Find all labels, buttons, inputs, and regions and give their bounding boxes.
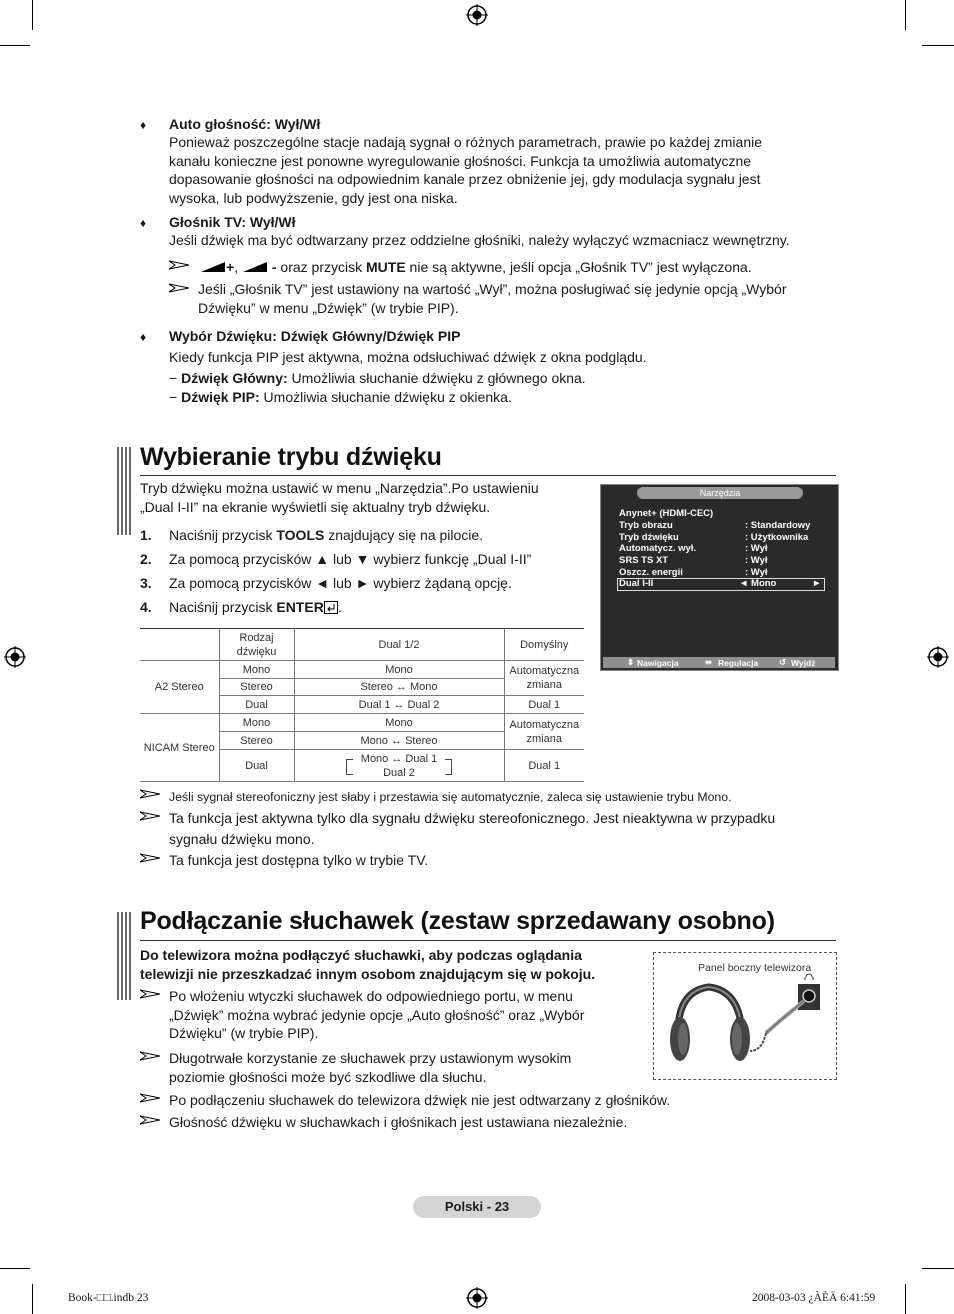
text-line: Kiedy funkcja PIP jest aktywna, można odsłuchiwać dźwięk z okna podglądu. xyxy=(169,349,647,365)
page-number: Polski - 23 xyxy=(413,1196,541,1218)
registration-mark-icon xyxy=(927,646,949,668)
plus-label: + xyxy=(226,259,235,275)
mute-label: MUTE xyxy=(366,259,406,275)
bullet-icon: ♦ xyxy=(140,118,147,132)
osd-value: : Wył xyxy=(745,555,768,566)
osd-item[interactable]: Oszcz. energii xyxy=(619,567,683,578)
sub-label: Dźwięk PIP: xyxy=(181,389,260,405)
item-text xyxy=(169,133,762,207)
osd-right-arrow-icon[interactable]: ► xyxy=(812,578,822,589)
intro-text xyxy=(140,946,595,983)
text-line: Jeśli dźwięk ma być odtwarzany przez oddzielne głośniki, należy wyłączyć wzmacniacz wewnętrzny. xyxy=(169,232,790,248)
step-number: 4. xyxy=(140,599,152,615)
table-cell: Dual 1 ↔ Dual 2 xyxy=(294,696,504,714)
note-arrow-icon xyxy=(140,789,160,799)
text-line: Ponieważ poszczególne stacje nadają sygnał o różnych parametrach, prawie po każdej zmianie xyxy=(169,134,762,150)
table-cell: Mono xyxy=(219,714,294,732)
crop-mark xyxy=(32,1284,33,1314)
registration-mark-icon xyxy=(466,4,488,26)
table-cell: Mono ↔ Stereo xyxy=(294,732,504,750)
table-cell: Automatyczna zmiana xyxy=(504,714,584,750)
headphone-illustration-box xyxy=(653,952,837,1080)
osd-item[interactable]: Tryb dźwięku xyxy=(619,532,679,543)
note-arrow-icon xyxy=(140,811,160,821)
sub-item xyxy=(169,388,647,407)
table-cell: A2 Stereo xyxy=(140,661,219,714)
table-cell: Mono xyxy=(294,661,504,679)
osd-footer xyxy=(603,657,835,668)
text-line: poziomie głośności może być szkodliwe dla słuchu. xyxy=(169,1068,487,1085)
cycle-bracket xyxy=(445,759,452,775)
text-line: Dźwięku” w menu „Dźwięk” (w trybie PIP). xyxy=(198,299,459,316)
table-cell: Dual 1 xyxy=(504,696,584,714)
text-line: Ta funkcja jest aktywna tylko dla sygnału dźwięku stereofonicznego. Jest nieaktywna w przypadku xyxy=(169,810,776,826)
enter-icon xyxy=(324,601,338,614)
text-line: Do telewizora można podłączyć słuchawki, aby podczas oglądania xyxy=(140,947,582,963)
step-number: 3. xyxy=(140,575,152,591)
note-arrow-icon xyxy=(140,853,160,863)
text-line: „Dźwięk” można wybrać jedynie opcje „Auto głośność” oraz „Wybór xyxy=(169,1006,585,1023)
file-info: Book-□□.indb 23 xyxy=(68,1292,149,1304)
osd-value: ◄ Mono xyxy=(739,578,777,589)
osd-hint: Regulacja xyxy=(718,658,759,668)
osd-hint: Nawigacja xyxy=(637,658,679,668)
registration-mark-icon xyxy=(4,646,26,668)
note-text: Głośność dźwięku w słuchawkach i głośnikach jest ustawiana niezależnie. xyxy=(169,1114,628,1130)
text-line: sygnału dźwięku mono. xyxy=(169,830,315,847)
step-text: Naciśnij przycisk ENTER . xyxy=(169,599,342,615)
note-arrow-icon xyxy=(140,989,160,999)
section-heading: Podłączanie słuchawek (zestaw sprzedawany osobno) xyxy=(140,907,775,935)
note-text xyxy=(169,809,775,848)
sound-mode-table xyxy=(140,628,584,782)
note-text xyxy=(198,280,786,317)
crop-mark xyxy=(905,1284,906,1314)
dash: − xyxy=(169,389,178,405)
table-cell: Dual 1 xyxy=(504,750,584,782)
step-text: Za pomocą przycisków ▲ lub ▼ wybierz funkcję „Dual I-II” xyxy=(169,551,532,567)
intro-text xyxy=(140,479,539,516)
dual-cycle: Mono ↔ Dual 1 Dual 2 xyxy=(346,752,452,780)
item-title: Wybór Dźwięku: Dźwięk Główny/Dźwięk PIP xyxy=(169,328,461,344)
osd-title: Narzędzia xyxy=(637,487,803,499)
table-cell: Automatyczna zmiana xyxy=(504,661,584,696)
step-text: Naciśnij przycisk TOOLS znajdujący się na pilocie. xyxy=(169,527,484,543)
text-line: Dźwięku” (w trybie PIP). xyxy=(169,1025,319,1041)
osd-value: : Wył xyxy=(745,567,768,578)
osd-item[interactable]: Automatycz. wył. xyxy=(619,543,697,554)
crop-mark xyxy=(32,0,33,30)
return-icon: ↺ xyxy=(779,657,787,667)
text-line: Długotrwałe korzystanie ze słuchawek przy ustawionym wysokim xyxy=(169,1050,572,1066)
note-arrow-icon xyxy=(140,1093,160,1103)
text-line: telewizji nie przeszkadzać innym osobom znajdującym się w pokoju. xyxy=(140,965,596,982)
note-text: Jeśli sygnał stereofoniczny jest słaby i przestawia się automatycznie, zaleca się ustawienie trybu Mono. xyxy=(169,790,732,804)
note-text: nie są aktywne, jeśli opcja „Głośnik TV” jest wyłączona. xyxy=(405,259,752,275)
text-line: Po włożeniu wtyczki słuchawek do odpowiedniego portu, w menu xyxy=(169,988,573,1004)
text-line: „Dual I-II” na ekranie wyświetli się aktualny tryb dźwięku. xyxy=(140,498,491,515)
step-text: Za pomocą przycisków ◄ lub ► wybierz żądaną opcję. xyxy=(169,575,512,591)
note-text: Po podłączeniu słuchawek do telewizora dźwięk nie jest odtwarzany z głośników. xyxy=(169,1092,671,1108)
table-cell: Dual xyxy=(219,696,294,714)
header-cell: Rodzaj dźwięku xyxy=(219,629,294,661)
tools-menu-osd xyxy=(600,484,839,671)
table-cell: Dual xyxy=(219,750,294,782)
crop-mark xyxy=(922,1268,954,1269)
osd-hint: Wyjdź xyxy=(791,658,816,668)
heading-bar xyxy=(117,912,131,1000)
table-cell: Stereo xyxy=(219,732,294,750)
sub-text: Umożliwia słuchanie dźwięku z głównego okna. xyxy=(287,369,586,386)
header-cell: Dual 1/2 xyxy=(294,629,504,661)
item-title: Auto głośność: Wył/Wł xyxy=(169,116,321,132)
cycle-bracket xyxy=(346,759,353,775)
section-heading: Wybieranie trybu dźwięku xyxy=(140,443,442,471)
dash: − xyxy=(169,369,178,386)
minus-label: - xyxy=(271,259,277,275)
registration-mark-icon xyxy=(466,1287,488,1309)
crop-mark xyxy=(905,0,906,30)
table-cell: Stereo ↔ Mono xyxy=(294,679,504,696)
text-line: Jeśli „Głośnik TV” jest ustawiony na wartość „Wył”, można posługiwać się jedynie opcją „Wybór xyxy=(198,281,787,297)
note-text: oraz przycisk xyxy=(276,259,366,275)
item-title: Głośnik TV: Wył/Wł xyxy=(169,214,296,230)
text-line: Tryb dźwięku można ustawić w menu „Narzędzia”.Po ustawieniu xyxy=(140,480,539,496)
sub-item xyxy=(169,369,647,388)
volume-down-icon xyxy=(242,261,268,273)
text-line: wysoka, lub podwyższenie, gdy jest ona niska. xyxy=(169,189,458,206)
note-text xyxy=(169,1049,571,1086)
item-text xyxy=(169,348,647,407)
osd-item[interactable]: SRS TS XT xyxy=(619,555,669,566)
step-number: 2. xyxy=(140,551,152,567)
crop-mark xyxy=(922,45,954,46)
item-text xyxy=(169,231,790,250)
bullet-icon: ♦ xyxy=(140,330,147,344)
table-cell: Stereo xyxy=(219,679,294,696)
step-number: 1. xyxy=(140,527,152,543)
sub-label: Dźwięk Główny: xyxy=(181,369,288,386)
osd-value: : Użytkownika xyxy=(745,532,809,543)
table-cell: Mono xyxy=(294,714,504,732)
note-text xyxy=(169,987,584,1043)
header-cell: Domyślny xyxy=(504,629,584,661)
crop-mark xyxy=(0,1268,30,1269)
osd-value: : Wył xyxy=(745,543,768,554)
heading-rule xyxy=(140,475,836,476)
note-arrow-icon xyxy=(140,1115,160,1125)
heading-rule xyxy=(140,940,836,941)
text-line: dopasowanie głośności na odpowiednim kanale przez obniżenie jej, gdy modulacja sygnału jest xyxy=(169,171,761,187)
table-cell xyxy=(294,750,504,782)
osd-item[interactable]: Tryb obrazu xyxy=(619,520,673,531)
text-line: kanału konieczne jest ponowne wyregulowanie głośności. Funkcja ta umożliwia automatyczne xyxy=(169,152,752,169)
note-arrow-icon xyxy=(140,1051,160,1061)
volume-up-icon xyxy=(200,261,226,273)
headphones-icon xyxy=(654,953,836,1079)
left-right-icon: ⬌ xyxy=(705,657,713,667)
note-text: Ta funkcja jest dostępna tylko w trybie TV. xyxy=(169,852,429,868)
table-cell: NICAM Stereo xyxy=(140,714,219,782)
note-arrow-icon xyxy=(169,283,189,293)
up-down-icon: ⬍ xyxy=(627,657,635,667)
crop-mark xyxy=(0,45,30,46)
heading-bar xyxy=(117,447,131,535)
note-arrow-icon xyxy=(169,260,189,270)
comma-text: , xyxy=(234,259,239,275)
osd-item[interactable]: Anynet+ (HDMI-CEC) xyxy=(619,508,714,519)
panel-label: Panel boczny telewizora xyxy=(698,962,812,974)
osd-value: : Standardowy xyxy=(745,520,811,531)
osd-item[interactable]: Dual I-II xyxy=(619,578,654,589)
table-cell: Mono xyxy=(219,661,294,679)
header-cell-empty xyxy=(140,629,219,661)
sub-text: Umożliwia słuchanie dźwięku z okienka. xyxy=(259,389,512,405)
bullet-icon: ♦ xyxy=(140,216,147,230)
print-date: 2008-03-03 ¿ÀÈÄ 6:41:59 xyxy=(752,1292,876,1304)
note-line xyxy=(200,258,752,277)
